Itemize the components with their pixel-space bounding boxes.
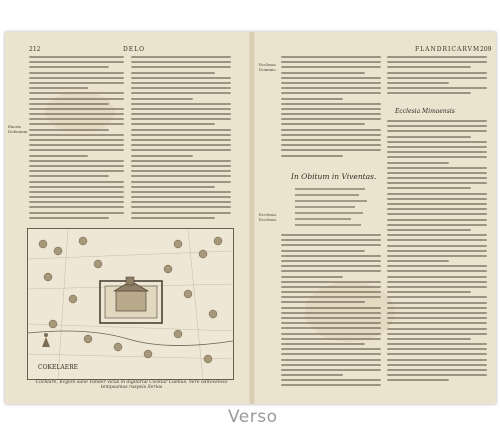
page-number: 209 (480, 46, 492, 53)
page-number: 212 (29, 46, 41, 53)
text-column-right (131, 56, 231, 226)
watermark-label: Verso (228, 407, 278, 427)
subheading: Ecclesia Mimaensis (395, 108, 455, 115)
map-place-label: COKELAERE (38, 364, 78, 371)
running-head: DELO (123, 46, 146, 53)
text-column-right (387, 120, 487, 392)
engraved-village-map (27, 228, 234, 380)
right-page (255, 32, 496, 404)
left-page (5, 32, 249, 404)
text-column-right-top (387, 56, 487, 106)
running-head: FLANDRICARVM. (415, 46, 484, 53)
margin-note: Exoris Delenium (8, 124, 28, 134)
margin-note: Ecclesia. Ecclesia. (259, 212, 278, 222)
book-spread (5, 32, 496, 404)
map-illustration (28, 229, 233, 379)
text-column-left (29, 56, 124, 226)
map-caption: Cocklare, Ecgion sune Vander vicus in digitarial Cocklar Caelius. Vere oditoveloso tempoamas ruspeis Serios (35, 380, 228, 390)
section-heading: In Obitum in Viventas. (291, 172, 377, 181)
text-column-left (281, 56, 381, 166)
margin-note: Ecclesia Dominic. (259, 62, 278, 72)
text-column-left-lower (281, 234, 381, 394)
